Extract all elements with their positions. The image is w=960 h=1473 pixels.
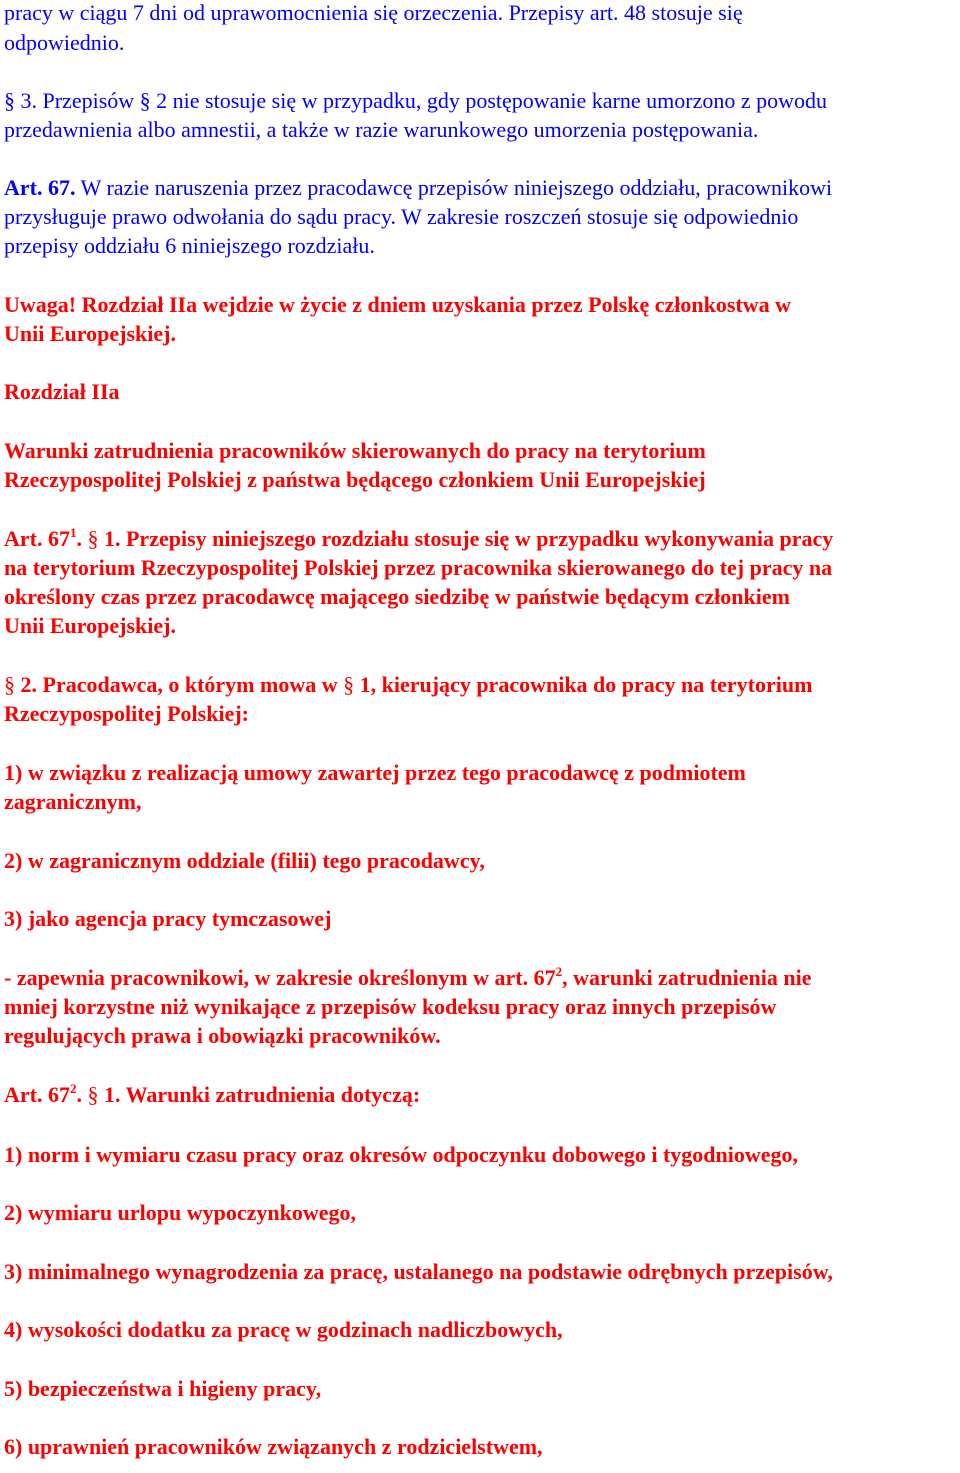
- text-line: Rzeczypospolitej Polskiej:: [4, 701, 249, 726]
- text-line: 5) bezpieczeństwa i higieny pracy,: [4, 1376, 322, 1401]
- list-item: [4, 787, 960, 816]
- list-item: [4, 1432, 960, 1461]
- section-2-line: [4, 670, 960, 699]
- article-67-line: [4, 173, 960, 202]
- text-fragment: - zapewnia pracownikowi, w zakresie określonym w art. 67: [4, 965, 556, 990]
- article-67-1-line: [4, 524, 960, 553]
- text-line: 3) jako agencja pracy tymczasowej: [4, 906, 332, 931]
- section-sign: §: [87, 526, 99, 551]
- chapter-title: [4, 377, 960, 406]
- article-67-2-line: [4, 1080, 960, 1109]
- paragraph-line: [4, 231, 960, 260]
- text-line: regulujących prawa i obowiązki pracowników.: [4, 1023, 441, 1048]
- text-fragment: 1, kierujący pracownika do pracy na terytorium: [354, 672, 813, 697]
- notice-line: [4, 290, 960, 319]
- paragraph-line: [4, 992, 960, 1021]
- list-item: [4, 1257, 960, 1286]
- text-fragment: Rozdział IIa wejdzie w życie z dniem uzyskania przez Polskę członkostwa w: [76, 292, 792, 317]
- paragraph-line: [4, 115, 960, 144]
- text-line: 2) wymiaru urlopu wypoczynkowego,: [4, 1200, 357, 1225]
- text-line: przepisy oddziału 6 niniejszego rozdziału.: [4, 233, 375, 258]
- article-label: Art. 67: [4, 1082, 70, 1107]
- paragraph-line: [4, 611, 960, 640]
- text-line: zagranicznym,: [4, 789, 142, 814]
- list-item: [4, 1198, 960, 1227]
- text-fragment: W razie naruszenia przez pracodawcę przepisów niniejszego oddziału, pracownikowi: [75, 175, 833, 200]
- section-sign: §: [343, 672, 355, 697]
- list-item: [4, 758, 960, 787]
- text-line: Warunki zatrudnienia pracowników skierowanych do pracy na terytorium: [4, 438, 706, 463]
- list-item: [4, 1315, 960, 1344]
- list-item: [4, 1140, 960, 1169]
- superscript: 2: [555, 964, 563, 979]
- list-item: [4, 1374, 960, 1403]
- list-item: [4, 904, 960, 933]
- chapter-title-text: Rozdział IIa: [4, 379, 120, 404]
- text-line: odpowiednio.: [4, 30, 125, 55]
- paragraph-line: [4, 553, 960, 582]
- paragraph-line: [4, 202, 960, 231]
- section-sign: §: [4, 672, 15, 697]
- text-fragment: 1. Warunki zatrudnienia dotyczą:: [98, 1082, 421, 1107]
- text-line: określony czas przez pracodawcę mającego siedzibę w państwie będącym członkiem: [4, 584, 790, 609]
- article-label: Art. 67: [4, 526, 70, 551]
- text-line: Unii Europejskiej.: [4, 613, 176, 638]
- text-line: przedawnienia albo amnestii, a także w razie warunkowego umorzenia postępowania.: [4, 117, 759, 142]
- paragraph-line: [4, 0, 960, 27]
- superscript: 1: [69, 525, 77, 540]
- section-sign: §: [87, 1082, 99, 1107]
- notice-line: [4, 319, 960, 348]
- text-fragment: 2 nie stosuje się w przypadku, gdy postępowanie karne umorzono z powodu: [150, 88, 828, 113]
- text-line: 1) w związku z realizacją umowy zawartej przez tego pracodawcę z podmiotem: [4, 760, 746, 785]
- paragraph-line: [4, 582, 960, 611]
- paragraph-line: [4, 1021, 960, 1050]
- text-fragment: przysługuje prawo odwołania do sądu pracy.: [4, 204, 402, 229]
- text-fragment: 1. Przepisy niniejszego rozdziału stosuje się w przypadku wykonywania pracy: [98, 526, 834, 551]
- text-line: 2) w zagranicznym oddziale (filii) tego pracodawcy,: [4, 848, 485, 873]
- zapewnia-line: [4, 963, 960, 992]
- text-fragment: 3. Przepisów: [15, 88, 140, 113]
- text-line: na terytorium Rzeczypospolitej Polskiej przez pracownika skierowanego do tej pracy na: [4, 555, 833, 580]
- text-line: 3) minimalnego wynagrodzenia za pracę, ustalanego na podstawie odrębnych przepisów,: [4, 1259, 833, 1284]
- text-fragment: .: [76, 1082, 88, 1107]
- text-fragment: 2. Pracodawca, o którym mowa w: [15, 672, 344, 697]
- text-line: pracy w ciągu 7 dni od uprawomocnienia się orzeczenia. Przepisy art. 48 stosuje się: [4, 0, 743, 25]
- text-fragment: W zakresie roszczeń stosuje się odpowiednio: [401, 204, 799, 229]
- notice-label: Uwaga!: [4, 292, 77, 317]
- text-line: 1) norm i wymiaru czasu pracy oraz okresów odpoczynku dobowego i tygodniowego,: [4, 1142, 799, 1167]
- section-sign: §: [4, 88, 15, 113]
- superscript: 2: [69, 1081, 77, 1096]
- text-fragment: , warunki zatrudnienia nie: [562, 965, 812, 990]
- paragraph-line: [4, 699, 960, 728]
- chapter-heading-line: [4, 436, 960, 465]
- text-line: Unii Europejskiej.: [4, 321, 176, 346]
- text-line: mniej korzystne niż wynikające z przepisów kodeksu pracy oraz innych przepisów: [4, 994, 777, 1019]
- text-line: 4) wysokości dodatku za pracę w godzinach nadliczbowych,: [4, 1317, 563, 1342]
- list-item: [4, 846, 960, 875]
- section-3-paragraph: [4, 86, 960, 115]
- article-label: Art. 67.: [4, 175, 76, 200]
- text-line: Rzeczypospolitej Polskiej z państwa będącego członkiem Unii Europejskiej: [4, 467, 706, 492]
- text-fragment: .: [76, 526, 88, 551]
- chapter-heading-line: [4, 465, 960, 494]
- paragraph-line: [4, 28, 960, 57]
- text-line: 6) uprawnień pracowników związanych z rodzicielstwem,: [4, 1434, 543, 1459]
- section-sign: §: [139, 88, 151, 113]
